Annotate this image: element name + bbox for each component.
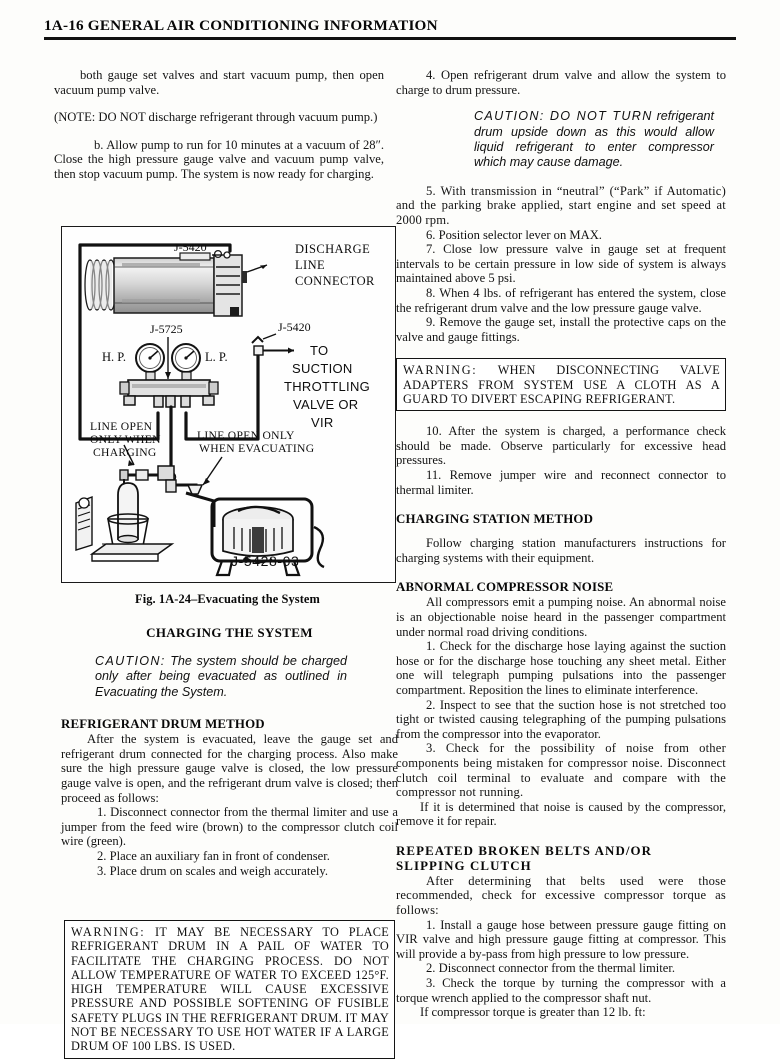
label-valve-or: VALVE OR [293,397,359,412]
label-drawing-number: J-5428-03 [231,553,300,569]
charge-step-8: 8. When 4 lbs. of refrigerant has entered the system, close the refrigerant drum valve and the low pressure gauge valve. [396,285,726,315]
paragraph-abnormal-noise: All compressors emit a pumping noise. An abnormal noise is an objectionable noise heard in the passenger compartment under normal road driving conditions. [396,595,726,639]
label-j5420-right: J-5420 [278,320,311,334]
charge-step-9: 9. Remove the gauge set, install the protective caps on the valve and gauge fittings. [396,315,726,344]
label-line: LINE [295,258,326,272]
caution-lead: CAUTION: [95,654,166,668]
charge-step-11: 11. Remove jumper wire and reconnect connector to thermal limiter. [396,468,726,497]
figure-border [61,226,396,583]
warning-lead: WARNING: [71,925,146,939]
heading-charging-the-system: CHARGING THE SYSTEM [146,625,313,640]
paragraph-continuation: both gauge set valves and start vacuum pump, then open vacuum pump valve. [54,68,384,97]
paragraph-belts-closing: If compressor torque is greater than 12 lb. ft: [420,1005,646,1020]
label-vir: VIR [311,415,334,430]
figure-caption: Fig. 1A-24–Evacuating the System [135,592,320,606]
heading-repeated-broken-belts: REPEATED BROKEN BELTS AND/OR SLIPPING CLUTCH [396,843,653,873]
figure-caption-wrap [61,592,394,607]
caution-do-not-turn [474,109,714,171]
suction-adapter [252,337,294,355]
drum-step-3: 3. Place drum on scales and weigh accurately. [97,863,329,878]
label-evac-2: WHEN EVACUATING [199,442,315,455]
label-j5420-top: J-5420 [174,240,207,254]
heading-abnormal-compressor-noise: ABNORMAL COMPRESSOR NOISE [396,580,614,595]
label-to: TO [310,343,329,358]
label-line-open-1: LINE OPEN [90,420,153,433]
right-column [396,68,726,1020]
running-head [44,18,736,40]
left-column [54,68,398,1054]
gauge-manifold-set [120,344,218,482]
caution-text: refrigerant drum upside down as this would allow liquid refrigerant to enter compressor which may cause damage. [474,109,714,170]
label-throttling: THROTTLING [284,379,371,394]
warning-lead: WARNING: [403,363,478,378]
noise-step-2: 2. Inspect to see that the suction hose is not stretched too tight or twisted causing telegraphing of the pumping pulsations from the compressor into the evaporator. [396,697,726,741]
label-discharge: DISCHARGE [295,242,371,256]
label-line-open-3: CHARGING [93,446,157,459]
compressor-illustration [85,251,247,316]
caution-lead: CAUTION: DO NOT TURN [474,109,653,124]
label-j5725: J-5725 [150,322,183,336]
drum-step-1: 1. Disconnect connector from the thermal limiter and use a jumper from the feed wire (brown) to the compressor clutch coil wire (green). [61,805,398,849]
charge-step-6: 6. Position selector lever on MAX. [426,227,602,242]
warning-box-refrigerant-drum [64,920,395,1059]
noise-step-3: 3. Check for the possibility of noise from other components being mistaken for compressor noise. Disconnect clutch coil terminal to evaluate and compare with the compressor not running. [396,741,726,800]
body-columns [44,68,736,1054]
figure-1a-24 [61,226,398,878]
caution-text: The system should be charged only after being evacuated as outlined in Evacuating the System. [95,654,347,699]
label-line-open-2: ONLY WHEN [90,433,161,446]
belt-step-3: 3. Check the torque by turning the compressor with a torque wrench applied to the compressor shaft nut. [396,976,726,1005]
page-title: 1A-16 GENERAL AIR CONDITIONING INFORMATION [44,17,438,34]
paragraph-belts: After determining that belts used were those recommended, check for excessive compressor torque as follows: [396,873,726,918]
label-suction: SUCTION [292,361,353,376]
warning-box-valve-adapters [396,358,726,411]
label-connector: CONNECTOR [295,274,375,288]
charge-step-7: 7. Close low pressure valve in gauge set at frequent intervals to be certain pressure in low side of system is always maintained above 5 psi. [396,242,726,286]
paragraph-noise-closing: If it is determined that noise is caused by the compressor, remove it for repair. [396,799,726,829]
drum-step-2: 2. Place an auxiliary fan in front of condenser. [97,848,330,863]
label-evac-1: LINE OPEN ONLY [197,429,295,442]
noise-step-1: 1. Check for the discharge hose laying against the suction hose or for the discharge hose touching any sheet metal. Either one will telegraph pumping pulsations into the passenger compartment. Reposition the lines to eliminate interference. [396,639,726,697]
paragraph-charging-station: Follow charging station manufacturers instructions for charging systems with their equipment. [396,536,726,565]
charge-step-4: 4. Open refrigerant drum valve and allow the system to charge to drum pressure. [396,68,726,97]
warning-text: WHEN DISCONNECTING VALVE ADAPTERS FROM SYSTEM USE A CLOTH AS A GUARD TO DIVERT ESCAPING REFRIGERANT. [403,363,720,406]
header-rule [44,37,736,40]
charge-step-10: 10. After the system is charged, a performance check should be made. Observe particularly for excessive head pressures. [396,424,726,468]
evacuating-system-diagram [62,227,395,582]
label-hp: H. P. [102,350,126,364]
warning-text: IT MAY BE NECESSARY TO PLACE REFRIGERANT DRUM IN A PAIL OF WATER TO FACILITATE THE CHARGING PROCESS. DO NOT ALLOW TEMPERATURE OF WATER TO EXCEED 125°F. HIGH TEMPERATURE WILL CAUSE EXCESSIVE PRESSURE AND POSSIBLE SOFTENING OF FUSIBLE SAFETY PLUGS IN THE REFRIGERANT DRUM. IT MAY NOT BE NECESSARY TO USE HOT WATER IF A LARGE DRUM OF 100 LBS. IS USED. [71,925,389,1054]
charge-step-5: 5. With transmission in “neutral” (“Park” if Automatic) and the parking brake applied, start engine and set speed at 2000 rpm. [396,183,726,227]
refrigerant-drum [76,479,172,561]
note-paragraph: (NOTE: DO NOT discharge refrigerant through vacuum pump.) [54,110,378,125]
label-lp: L. P. [205,350,228,364]
caution-charging [95,654,347,700]
heading-charging-station-method: CHARGING STATION METHOD [396,512,594,527]
step-b: b. Allow pump to run for 10 minutes at a vacuum of 28″. Close the high pressure gauge valve and vacuum pump valve, then stop vacuum pump. The system is now ready for charging. [54,137,384,181]
heading-refrigerant-drum-method: REFRIGERANT DRUM METHOD [61,717,265,732]
belt-step-2: 2. Disconnect connector from the thermal limiter. [426,961,675,976]
paragraph-drum-method: After the system is evacuated, leave the gauge set and refrigerant drum connected for the charging process. Also make sure the high pressure gauge valve is closed, the low pressure gauge valve is open, and the refrigerant drum valve is closed; then proceed as follows: [61,732,398,805]
belt-step-1: 1. Install a gauge hose between pressure gauge fitting on VIR valve and high pressure gauge fitting at compressor. This will provide a by-pass from high pressure to low pressure. [396,917,726,961]
